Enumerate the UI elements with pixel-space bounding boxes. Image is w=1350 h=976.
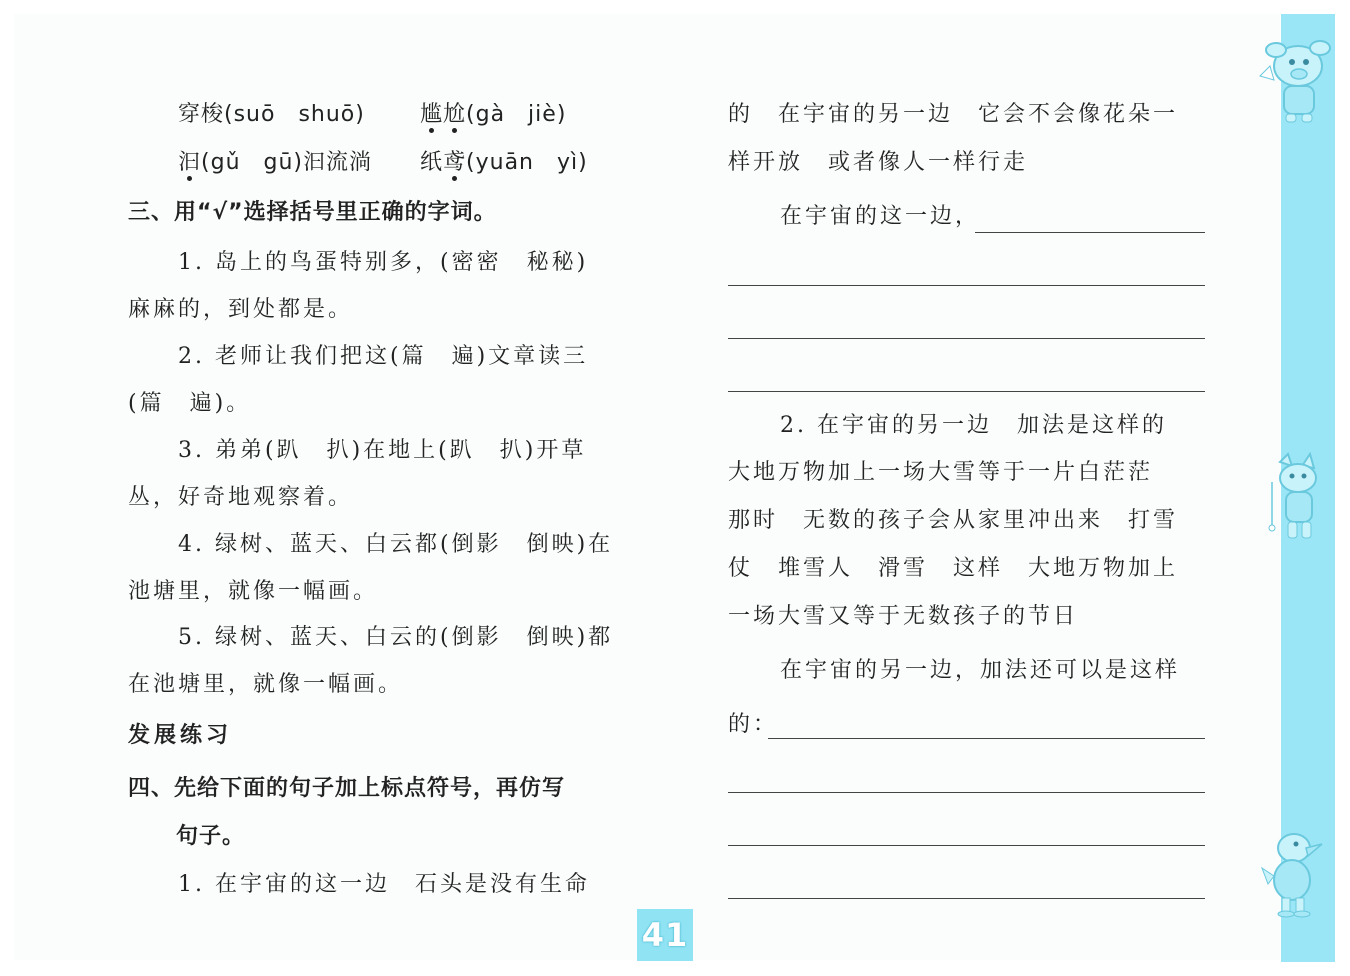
answer-line[interactable]: [975, 232, 1205, 233]
question-3-line-2: 丛，好奇地观察着。: [128, 485, 354, 510]
imitation-prompt-2-line-2: 的：: [728, 712, 779, 737]
pinyin-item-gu: 汩(gǔ gū)汩流淌: [178, 150, 372, 175]
answer-line[interactable]: [728, 285, 1205, 286]
answer-line[interactable]: [728, 391, 1205, 392]
answer-line[interactable]: [728, 845, 1205, 846]
sentence-2-line-4: 仗 堆雪人 滑雪 这样 大地万物加上: [728, 556, 1179, 581]
question-2-line-2: (篇 遍)。: [128, 391, 252, 416]
section-3-title: 三、用“√”选择括号里正确的字词。: [128, 200, 497, 225]
answer-line[interactable]: [728, 898, 1205, 899]
pinyin-item-yuan: 纸鸢(yuān yì): [420, 150, 588, 175]
dotted-char: 汩: [178, 150, 202, 175]
pinyin-item-suosuo: 穿梭(suō shuō): [178, 102, 365, 127]
answer-line[interactable]: [768, 738, 1205, 739]
dotted-char: 鸢: [443, 150, 467, 175]
answer-line[interactable]: [728, 338, 1205, 339]
section-4-title-line-1: 四、先给下面的句子加上标点符号，再仿写: [128, 776, 566, 801]
wolf-mascot-icon: [1262, 452, 1328, 548]
page-number: 41: [637, 909, 693, 961]
sentence-1-line-3: 样开放 或者像人一样行走: [728, 150, 1029, 175]
sentence-1-line-2: 的 在宇宙的另一边 它会不会像花朵一: [728, 102, 1179, 127]
question-5-line-2: 在池塘里，就像一幅画。: [128, 672, 404, 697]
imitation-prompt-2-line-1: 在宇宙的另一边，加法还可以是这样: [780, 658, 1181, 683]
question-5-line-1: 5. 绿树、蓝天、白云的(倒影 倒映)都: [178, 625, 614, 650]
sentence-2-line-3: 那时 无数的孩子会从家里冲出来 打雪: [728, 508, 1179, 533]
section-4-title-line-2: 句子。: [176, 824, 246, 849]
pig-mascot-icon: [1256, 36, 1336, 126]
question-4-line-1: 4. 绿树、蓝天、白云都(倒影 倒映)在: [178, 532, 614, 557]
question-2-line-1: 2. 老师让我们把这(篇 遍)文章读三: [178, 344, 589, 369]
question-4-line-2: 池塘里，就像一幅画。: [128, 579, 379, 604]
pinyin-item-ganga: 尴尬(gà jiè): [420, 102, 567, 127]
sentence-1-line-1: 1. 在宇宙的这一边 石头是没有生命: [178, 872, 590, 897]
question-1-line-2: 麻麻的，到处都是。: [128, 297, 354, 322]
question-3-line-1: 3. 弟弟(趴 扒)在地上(趴 扒)开草: [178, 438, 587, 463]
imitation-prompt-1: 在宇宙的这一边，: [780, 204, 981, 229]
sentence-2-line-1: 2. 在宇宙的另一边 加法是这样的: [780, 413, 1167, 438]
development-practice-heading: 发展练习: [128, 722, 233, 748]
dotted-char: 尬: [443, 102, 467, 127]
sentence-2-line-5: 一场大雪又等于无数孩子的节日: [728, 604, 1079, 629]
duck-mascot-icon: [1258, 826, 1336, 922]
question-1-line-1: 1. 岛上的鸟蛋特别多，(密密 秘秘): [178, 250, 589, 275]
answer-line[interactable]: [728, 792, 1205, 793]
sentence-2-line-2: 大地万物加上一场大雪等于一片白茫茫: [728, 460, 1154, 485]
dotted-char: 尴: [420, 102, 444, 127]
